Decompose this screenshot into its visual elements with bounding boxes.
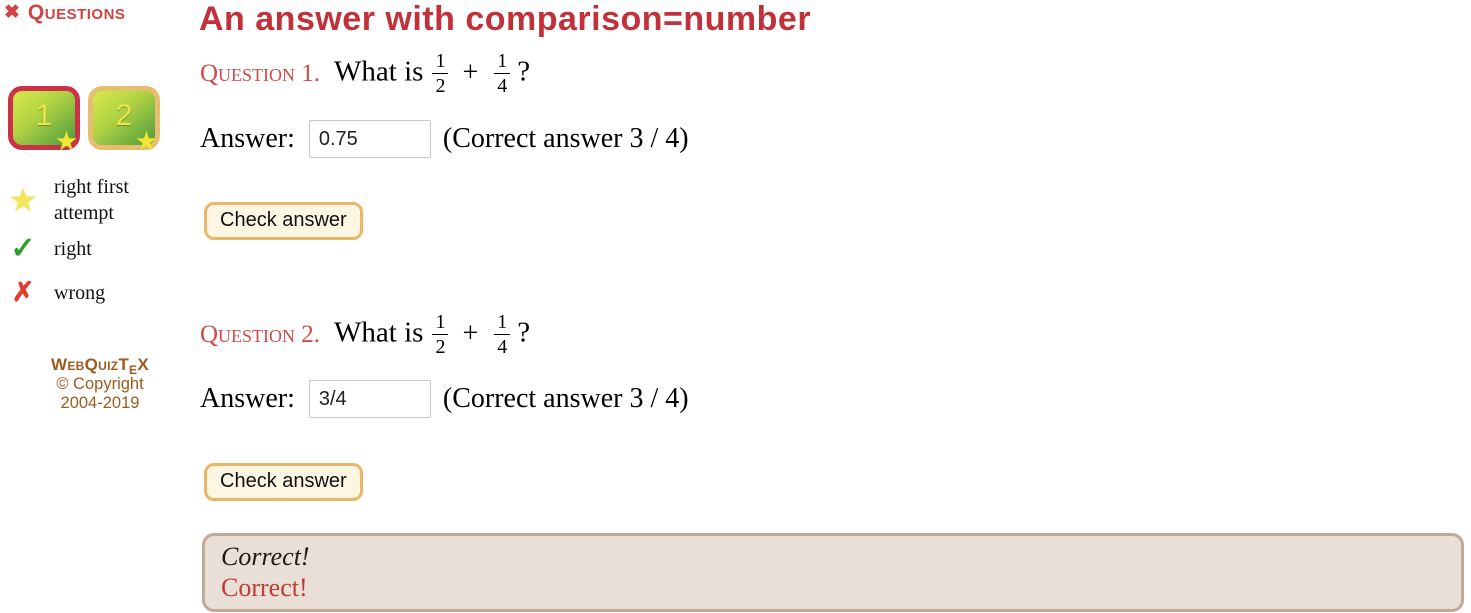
question-nav-button-1[interactable] [8,86,80,156]
cross-icon: ✗ [11,277,35,307]
answer-input-2[interactable] [309,380,431,418]
check-icon: ✓ [10,232,36,265]
question-mark: ? [517,55,531,88]
answer-label: Answer: [200,383,295,414]
questions-toggle[interactable] [4,2,125,23]
question-prompt: What is [334,55,424,88]
brand-logo: WebQuizTeX [50,355,149,378]
page-title: An answer with comparison=number [199,0,812,38]
copyright-line: © Copyright [56,374,144,393]
legend-item-right [8,234,176,264]
check-answer-button-1[interactable]: Check answer [204,202,363,240]
question-2-label: Question 2. [200,320,321,348]
answer-row-1 [200,120,689,158]
questions-label: Questions [27,1,126,24]
question-number: 2 [115,99,133,132]
fraction: $\frac{1}{4}$ [494,311,510,359]
legend-item-wrong [8,279,176,306]
question-1-text [200,50,530,104]
check-answer-button-2[interactable]: Check answer [204,463,363,501]
answer-label: Answer: [200,123,295,154]
feedback-box [202,533,1464,612]
plus-operator: + [462,317,479,349]
fraction: $\frac{1}{2}$ [432,50,448,98]
answer-row-2 [200,380,689,418]
question-1-label: Question 1. [200,59,321,87]
feedback-line-italic: Correct! [221,542,310,571]
question-nav-button-2[interactable] [88,86,160,156]
copyright-years: 2004-2019 [60,394,140,413]
copyright-block [18,355,182,413]
question-prompt: What is [334,316,424,349]
star-icon: ★ [8,182,38,218]
legend-label: right [54,238,92,260]
star-icon: ★ [134,127,158,156]
legend-label: right first attempt [54,176,129,224]
star-icon: ★ [54,127,78,156]
feedback-line-result: Correct! [221,573,308,602]
legend-label: wrong [54,281,106,304]
close-icon: ✖ [4,2,20,23]
question-mark: ? [517,316,531,349]
legend-item-right-first-attempt [8,174,176,226]
fraction: $\frac{1}{2}$ [432,311,448,359]
question-2-text [200,311,530,365]
question-number: 1 [35,99,53,132]
correct-answer-note: (Correct answer 3 / 4) [442,123,689,154]
correct-answer-note: (Correct answer 3 / 4) [442,383,689,414]
plus-operator: + [462,56,479,88]
answer-input-1[interactable] [309,120,431,158]
fraction: $\frac{1}{4}$ [494,50,510,98]
